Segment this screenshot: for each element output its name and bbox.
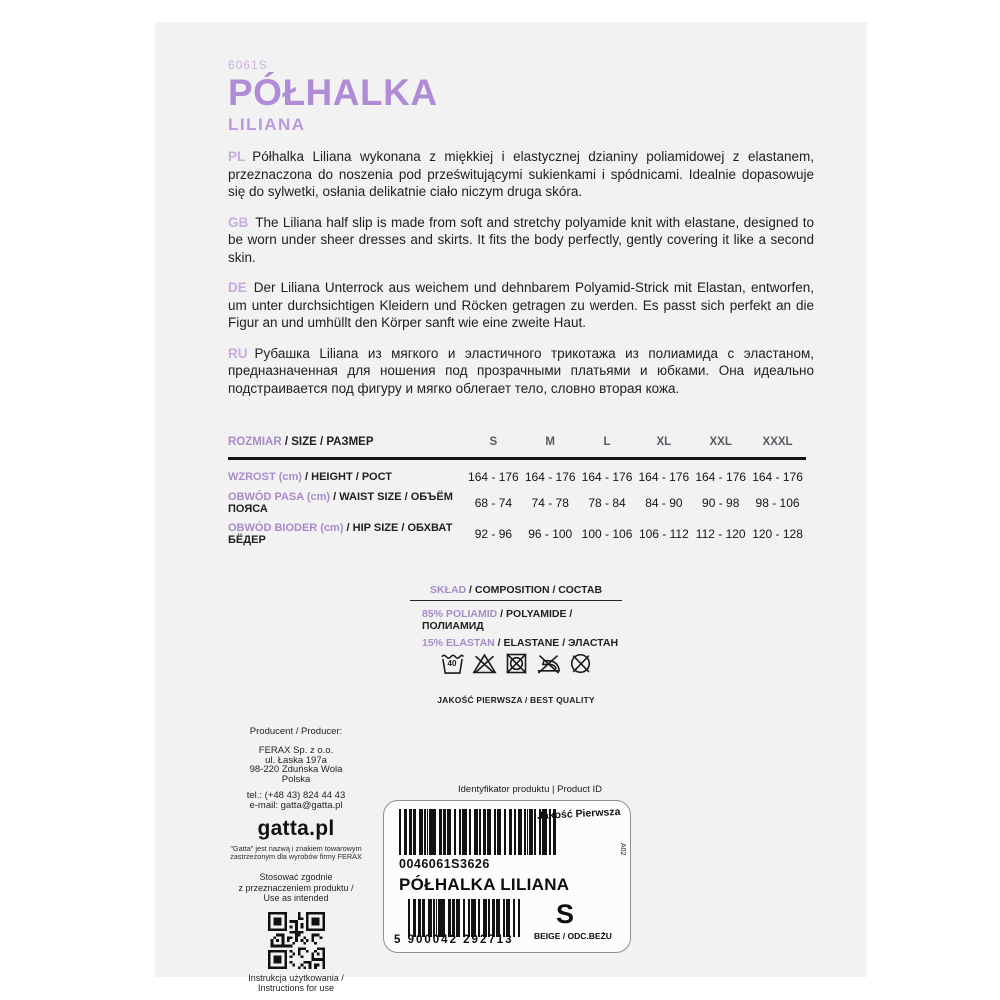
description-ru <box>228 345 814 398</box>
waist-s: 68 - 74 <box>474 496 513 510</box>
size-col-xxxl: XXXL <box>749 436 806 459</box>
row-label-hip <box>228 515 465 546</box>
composition-item-polyamide <box>422 608 622 632</box>
description-de-text: Der Liliana Unterrock aus weichem und dehnbarem Polyamid-Strick mit Elastan, entworfen, um unter durchsichtigen Kleidern und Röcken getragen zu werden. Es passt sich perfekt an die Figur an und umhüllt den Körper sanft wie eine zweite Haut. <box>228 280 814 330</box>
producer-phone: tel.: (+48 43) 824 44 43 <box>246 790 346 802</box>
producer-label: Producent / Producer: <box>249 726 343 737</box>
ean-number: 5 900042 292713 <box>394 934 514 946</box>
composition-section <box>410 584 622 654</box>
waist-xxxl: 98 - 106 <box>755 496 800 510</box>
page-title: PÓŁHALKA <box>228 72 438 113</box>
product-info-sheet <box>155 22 867 994</box>
description-de <box>228 279 814 332</box>
producer-country: Polska <box>281 773 311 785</box>
sticker-product-name: PÓŁHALKA LILIANA <box>399 875 570 894</box>
size-col-m: M <box>522 436 579 459</box>
hip-s: 92 - 96 <box>474 527 513 541</box>
quality-line: JAKOŚĆ PIERWSZA / BEST QUALITY <box>437 695 595 705</box>
product-id-sticker <box>383 800 631 953</box>
size-col-l: L <box>579 436 636 459</box>
do-not-bleach-icon <box>471 650 498 677</box>
size-table <box>228 436 806 546</box>
header <box>228 58 438 135</box>
lang-code-pl: PL <box>228 149 246 164</box>
description-gb-text: The Liliana half slip is made from soft and stretchy polyamide knit with elastane, designed to be worn under sheer dresses and skirts. It fits the body perfectly, gently covering it like a second skin. <box>228 214 814 265</box>
size-table-header-row <box>228 436 806 459</box>
hip-xl: 106 - 112 <box>638 527 689 541</box>
do-not-iron-icon <box>535 650 562 677</box>
trademark-note <box>219 845 373 861</box>
waist-xxl: 90 - 98 <box>702 496 740 510</box>
description-pl <box>228 148 814 201</box>
producer-email: e-mail: gatta@gatta.pl <box>249 800 343 812</box>
composition-header <box>410 584 622 596</box>
do-not-tumble-dry-icon <box>503 650 530 677</box>
sticker-color-label: BEIGE / ODC.BEŻU <box>534 931 612 941</box>
height-l: 164 - 176 <box>581 470 633 484</box>
brand-website: gatta.pl <box>257 816 335 840</box>
qr-code <box>268 912 325 969</box>
size-header-pl: ROZMIAR <box>228 436 282 448</box>
row-label-waist-pl: OBWÓD PASA (cm) <box>228 491 331 503</box>
row-label-height-rest: / HEIGHT / РОСТ <box>301 471 392 483</box>
use-as-intended-note <box>219 872 373 904</box>
table-row-hip <box>228 515 806 546</box>
table-row-waist <box>228 484 806 515</box>
qr-caption-line1: Instrukcja użytkowania / <box>248 972 344 983</box>
do-not-dry-clean-icon <box>567 650 594 677</box>
care-symbols <box>410 650 622 677</box>
producer-street: ul. Łaska 197a <box>265 754 327 766</box>
size-col-xxl: XXL <box>692 436 749 459</box>
product-id-caption: Identyfikator produktu | Product ID <box>458 784 602 795</box>
composition-divider <box>410 600 622 601</box>
waist-xl: 84 - 90 <box>645 496 683 510</box>
ean-barcode <box>408 899 520 937</box>
row-label-hip-pl: OBWÓD BIODER (cm) <box>228 522 344 534</box>
lang-code-gb: GB <box>228 214 249 230</box>
size-header-rest: / SIZE / РАЗМЕР <box>281 436 374 448</box>
description-gb <box>228 214 814 267</box>
row-label-height-pl: WZROST (cm) <box>228 471 302 483</box>
height-xxl: 164 - 176 <box>695 470 747 484</box>
size-header-label <box>228 436 465 459</box>
height-xxxl: 164 - 176 <box>752 470 803 484</box>
row-label-waist <box>228 484 465 515</box>
qr-code-wrap <box>219 912 373 969</box>
height-xl: 164 - 176 <box>638 470 690 484</box>
sticker-product-code: 0046061S3626 <box>399 857 490 871</box>
producer-name: FERAX Sp. z o.o. <box>258 745 334 756</box>
qr-caption <box>219 973 373 994</box>
sticker-size-label: S <box>556 899 575 929</box>
page-subtitle: LILIANA <box>228 115 306 134</box>
row-label-waist-rest: / WAIST SIZE / ОБЪЁМ ПОЯСА <box>228 491 453 515</box>
height-m: 164 - 176 <box>524 470 576 484</box>
size-table-section <box>228 436 806 546</box>
hip-l: 100 - 106 <box>581 527 633 541</box>
lang-code-de: DE <box>228 280 247 295</box>
size-col-s: S <box>465 436 522 459</box>
sticker-quality-label: Jakość Pierwsza <box>536 805 621 823</box>
size-col-xl: XL <box>635 436 692 459</box>
description-ru-text: Рубашка Liliana из мягкого и эластичного трикотажа из полиамида с эластаном, предназначенная для ношения под прозрачными платьями и юбками. Она идеально подстраивается под фигуру и мягко облегает тело, словно вторая кожа. <box>228 345 814 396</box>
composition-header-pl: SKŁAD <box>429 584 467 596</box>
composition-polyamide-rest: / POLYAMIDE / ПОЛИАМИД <box>422 608 573 632</box>
composition-elastane-rest: / ELASTANE / ЭЛАСТАН <box>494 637 619 649</box>
composition-elastane-pl: 15% ELASTAN <box>422 637 495 649</box>
hip-m: 96 - 100 <box>528 527 573 541</box>
producer-section <box>219 726 373 994</box>
producer-contact <box>219 791 373 811</box>
row-label-hip-rest: / HIP SIZE / ОБХВАТ БЁДЕР <box>228 522 453 546</box>
waist-l: 78 - 84 <box>588 496 626 510</box>
use-note-line2: z przeznaczeniem produktu / <box>238 882 354 893</box>
sticker-side-code: A02 <box>619 843 626 856</box>
wash-40-icon <box>439 650 466 677</box>
trademark-note-line1: "Gatta" jest nazwą i znakiem towarowym <box>230 843 362 853</box>
composition-header-rest: / COMPOSITION / СОСТАВ <box>466 584 603 596</box>
descriptions <box>228 148 814 410</box>
qr-caption-line2: Instructions for use <box>257 983 335 994</box>
trademark-note-line2: zastrzeżonym dla wyrobów firmy FERAX <box>230 852 362 862</box>
product-code: 6061S <box>228 58 268 72</box>
producer-address <box>219 746 373 784</box>
composition-item-elastane <box>422 637 622 649</box>
row-label-height <box>228 459 465 485</box>
description-pl-text: Półhalka Liliana wykonana z miękkiej i elastycznej dzianiny poliamidowej z elastanem, przeznaczona do noszenia pod prześwitującymi sukienkami i spódnicami. Idealnie dopasowuje się do sylwetki, osłania delikatnie ciało niczym druga skóra. <box>228 149 814 199</box>
product-barcode <box>399 809 559 855</box>
lang-code-ru: RU <box>228 345 248 361</box>
hip-xxxl: 120 - 128 <box>752 527 803 541</box>
wash-temp-label: 40 <box>447 659 457 668</box>
use-note-line3: Use as intended <box>263 893 329 904</box>
producer-city: 98-220 Zduńska Wola <box>249 764 343 776</box>
waist-m: 74 - 78 <box>531 496 569 510</box>
composition-polyamide-pl: 85% POLIAMID <box>422 608 498 620</box>
height-s: 164 - 176 <box>468 470 519 484</box>
table-row-height <box>228 459 806 485</box>
use-note-line1: Stosować zgodnie <box>259 872 333 883</box>
hip-xxl: 112 - 120 <box>695 527 746 541</box>
